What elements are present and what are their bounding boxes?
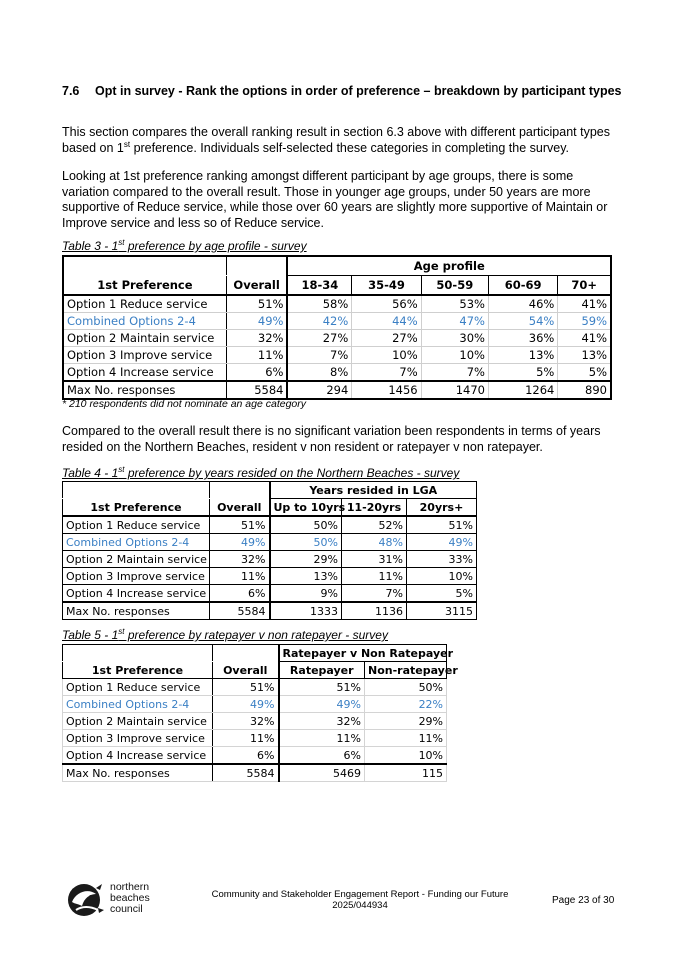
table-cell: 49% [226, 313, 287, 330]
section-title: Opt in survey - Rank the options in order of preference – breakdown by participant types [95, 84, 622, 98]
row-label: Option 3 Improve service [63, 347, 226, 364]
table4-caption: Table 4 - 1st preference by years resided on the Northern Beaches - survey [62, 465, 460, 480]
row-label: Option 2 Maintain service [63, 551, 210, 568]
column-header: Overall [213, 662, 279, 679]
age-profile-table [62, 255, 612, 400]
table-cell: 1333 [270, 602, 342, 620]
table-cell: 49% [213, 696, 279, 713]
row-label: Max No. responses [63, 602, 210, 620]
table-cell: 48% [342, 534, 407, 551]
table-cell: 32% [210, 551, 270, 568]
table-cell: 11% [213, 730, 279, 747]
table-cell: 50% [270, 516, 342, 534]
page-number: Page 23 of 30 [552, 895, 615, 906]
table-cell: 22% [365, 696, 447, 713]
table-cell: 1264 [488, 381, 557, 399]
table-cell: 51% [213, 679, 279, 696]
table-cell: 51% [210, 516, 270, 534]
row-label: Combined Options 2-4 [63, 313, 226, 330]
table-cell: 1456 [352, 381, 421, 399]
row-label: Option 2 Maintain service [63, 713, 213, 730]
table-cell: 6% [213, 747, 279, 765]
table-cell: 5% [558, 364, 611, 382]
row-label: Option 3 Improve service [63, 730, 213, 747]
table-cell: 5584 [213, 764, 279, 782]
table-row [63, 534, 477, 551]
table-cell: 1470 [421, 381, 488, 399]
column-header: 50-59 [421, 276, 488, 296]
table-row [63, 585, 477, 603]
table-cell: 44% [352, 313, 421, 330]
table-cell: 7% [421, 364, 488, 382]
table-cell: 10% [421, 347, 488, 364]
table-cell: 890 [558, 381, 611, 399]
column-header: 18-34 [287, 276, 351, 296]
table-cell: 32% [213, 713, 279, 730]
table-row [63, 602, 477, 620]
table-cell: 30% [421, 330, 488, 347]
column-header: Up to 10yrs [270, 499, 342, 517]
table-cell: 13% [488, 347, 557, 364]
table-cell: 49% [279, 696, 365, 713]
row-label: Option 4 Increase service [63, 364, 226, 382]
age-profile-header: Age profile [287, 256, 611, 276]
council-logo-icon [66, 880, 106, 920]
table-cell: 41% [558, 295, 611, 313]
table-row [63, 330, 611, 347]
row-label: Option 3 Improve service [63, 568, 210, 585]
table-cell: 294 [287, 381, 351, 399]
table-cell: 6% [226, 364, 287, 382]
table-row [63, 381, 611, 399]
table-row [63, 516, 477, 534]
table-cell: 3115 [407, 602, 477, 620]
table-cell: 5584 [210, 602, 270, 620]
table-row [63, 679, 447, 696]
table-row [63, 313, 611, 330]
row-label: Max No. responses [63, 764, 213, 782]
column-header: Non-ratepayer [365, 662, 447, 679]
table-cell: 29% [270, 551, 342, 568]
table-cell: 59% [558, 313, 611, 330]
table-cell: 51% [407, 516, 477, 534]
row-label: Max No. responses [63, 381, 226, 399]
column-header: Overall [210, 499, 270, 517]
table-cell: 6% [210, 585, 270, 603]
table-cell: 10% [352, 347, 421, 364]
table-cell: 31% [342, 551, 407, 568]
table-row [63, 364, 611, 382]
table-cell: 6% [279, 747, 365, 765]
row-label: Option 1 Reduce service [63, 679, 213, 696]
row-label: Option 1 Reduce service [63, 295, 226, 313]
column-header: 70+ [558, 276, 611, 296]
table-cell: 5% [488, 364, 557, 382]
table-cell: 7% [342, 585, 407, 603]
years-resided-header: Years resided in LGA [270, 482, 477, 499]
table-cell: 1136 [342, 602, 407, 620]
compare-paragraph: Compared to the overall result there is no significant variation been respondents in terms of years resided on the Northern Beaches, resident v non resident or ratepayer v non ratepayer. [62, 424, 601, 454]
column-header: Ratepayer [279, 662, 365, 679]
column-header: Overall [226, 276, 287, 296]
table-cell: 13% [270, 568, 342, 585]
table-row [63, 347, 611, 364]
intro-paragraph: This section compares the overall ranking result in section 6.3 above with different participant types based on 1st preference. Individuals self-selected these categories in completing the survey. [62, 125, 610, 155]
table-cell: 47% [421, 313, 488, 330]
table-cell: 13% [558, 347, 611, 364]
table-cell: 27% [352, 330, 421, 347]
row-label: Option 4 Increase service [63, 747, 213, 765]
table-cell: 46% [488, 295, 557, 313]
table-row [63, 568, 477, 585]
table-row [63, 713, 447, 730]
table-cell: 10% [365, 747, 447, 765]
row-label: Option 4 Increase service [63, 585, 210, 603]
table-cell: 5469 [279, 764, 365, 782]
column-header: 60-69 [488, 276, 557, 296]
row-label: Option 2 Maintain service [63, 330, 226, 347]
ratepayer-header: Ratepayer v Non Ratepayer [279, 645, 447, 662]
table-cell: 33% [407, 551, 477, 568]
table-cell: 5584 [226, 381, 287, 399]
column-header: 1st Preference [63, 276, 226, 296]
table-cell: 52% [342, 516, 407, 534]
table-row [63, 747, 447, 765]
table-cell: 50% [365, 679, 447, 696]
table-cell: 53% [421, 295, 488, 313]
table-cell: 51% [279, 679, 365, 696]
column-header: 20yrs+ [407, 499, 477, 517]
table3-caption: Table 3 - 1st preference by age profile - survey [62, 238, 307, 253]
table3-footnote: * 210 respondents did not nominate an age category [62, 398, 307, 410]
table-row [63, 551, 477, 568]
years-resided-table [62, 481, 477, 620]
row-label: Combined Options 2-4 [63, 534, 210, 551]
table-cell: 29% [365, 713, 447, 730]
table-cell: 115 [365, 764, 447, 782]
table-row [63, 295, 611, 313]
table-cell: 36% [488, 330, 557, 347]
table-cell: 10% [407, 568, 477, 585]
column-header: 1st Preference [63, 662, 213, 679]
table-cell: 54% [488, 313, 557, 330]
table-cell: 7% [352, 364, 421, 382]
table-cell: 5% [407, 585, 477, 603]
table-cell: 56% [352, 295, 421, 313]
table-cell: 51% [226, 295, 287, 313]
table-cell: 27% [287, 330, 351, 347]
table-cell: 49% [210, 534, 270, 551]
table-cell: 11% [210, 568, 270, 585]
table-cell: 58% [287, 295, 351, 313]
row-label: Option 1 Reduce service [63, 516, 210, 534]
table-cell: 9% [270, 585, 342, 603]
table-cell: 50% [270, 534, 342, 551]
row-label: Combined Options 2-4 [63, 696, 213, 713]
table-cell: 11% [279, 730, 365, 747]
column-header: 1st Preference [63, 499, 210, 517]
table-cell: 42% [287, 313, 351, 330]
column-header: 11-20yrs [342, 499, 407, 517]
column-header: 35-49 [352, 276, 421, 296]
table-cell: 8% [287, 364, 351, 382]
council-logo-text: northern beaches council [110, 881, 150, 915]
section-number: 7.6 [62, 84, 80, 98]
table-cell: 11% [342, 568, 407, 585]
table-row [63, 730, 447, 747]
table5-caption: Table 5 - 1st preference by ratepayer v non ratepayer - survey [62, 627, 388, 642]
ratepayer-table [62, 644, 458, 782]
table-cell: 7% [287, 347, 351, 364]
table-row [63, 764, 447, 782]
table-cell: 41% [558, 330, 611, 347]
table-cell: 32% [226, 330, 287, 347]
age-paragraph: Looking at 1st preference ranking amongst different participant by age groups, there is some variation compared to the overall result. Those in younger age groups, under 50 years are more supportive of Reduce service, while those over 60 years are slightly more supportive of Maintain or Improve service and less so of Reduce service. [62, 169, 608, 230]
table-cell: 32% [279, 713, 365, 730]
footer-title: Community and Stakeholder Engagement Report - Funding our Future 2025/044934 [211, 889, 509, 911]
table-cell: 11% [226, 347, 287, 364]
table-cell: 49% [407, 534, 477, 551]
table-row [63, 696, 447, 713]
table-cell: 11% [365, 730, 447, 747]
